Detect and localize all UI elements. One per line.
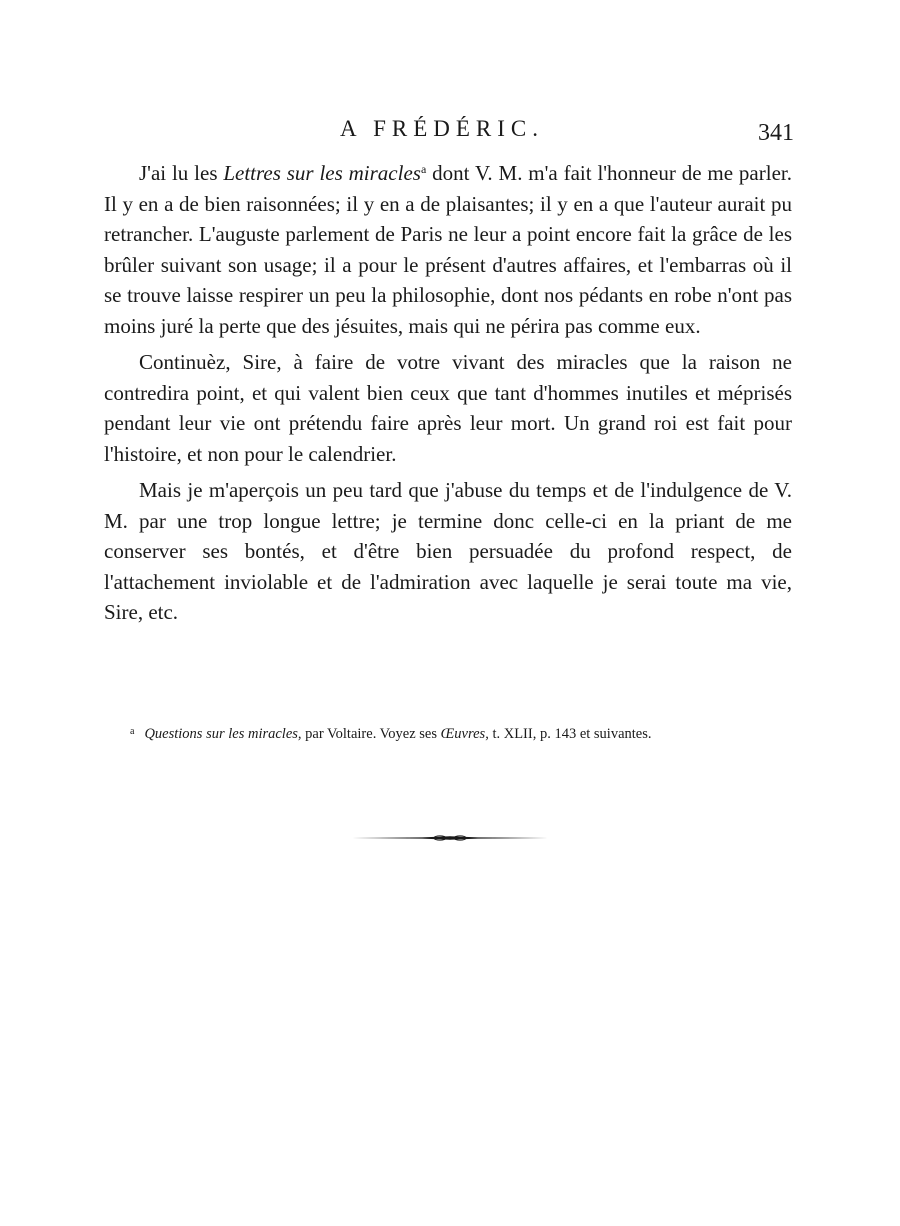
running-head bbox=[0, 116, 900, 150]
running-title: A FRÉDÉRIC. bbox=[340, 116, 545, 141]
footnote-works: Œuvres bbox=[440, 726, 486, 742]
letter-body bbox=[104, 158, 792, 634]
footnote-text-1: par Voltaire. Voyez ses bbox=[301, 726, 441, 742]
paragraph-1-opening: J'ai lu les bbox=[139, 161, 224, 185]
footnote-marker: a bbox=[130, 726, 135, 737]
footnote bbox=[130, 722, 800, 744]
footnote-reference[interactable]: a bbox=[420, 162, 427, 176]
paragraph-1-text: dont V. M. m'a fait l'honneur de me parler. Il y en a de bien raisonnées; il y en a de plaisantes; il y en a que l'auteur aurait pu retrancher. L'auguste parlement de Paris ne leur a point encore fait la grâce de les brûler suivant son usage; il a pour le présent d'autres affaires, et l'embarras où il se trouve laisse respirer un peu la philosophie, dont nos pédants en robe n'ont pas moins juré la perte que des jésuites, mais qui ne périra pas comme eux. bbox=[104, 161, 792, 338]
paragraph-2: Continuèz, Sire, à faire de votre vivant des miracles que la raison ne contredira point, et qui valent bien ceux que tant d'hommes inutiles et méprisés pendant leur vie ont prétendu faire après leur mort. Un grand roi est fait pour l'histoire, et non pour le calendrier. bbox=[104, 350, 792, 466]
cited-work-title: Lettres sur les miracles bbox=[223, 161, 421, 185]
footnote-text-2: , t. XLII, p. 143 et suivantes. bbox=[485, 726, 652, 742]
paragraph-1 bbox=[104, 158, 792, 341]
paragraph-3: Mais je m'aperçois un peu tard que j'abuse du temps et de l'indulgence de V. M. par une trop longue lettre; je termine donc celle-ci en la priant de me conserver ses bontés, et d'être bien persuadée du profond respect, de l'attachement inviolable et de l'admiration avec laquelle je serai toute ma vie, Sire, etc. bbox=[104, 478, 792, 624]
tailpiece-rule-icon bbox=[352, 830, 548, 846]
footnote-title: Questions sur les miracles, bbox=[144, 726, 302, 742]
page-number: 341 bbox=[758, 120, 794, 146]
